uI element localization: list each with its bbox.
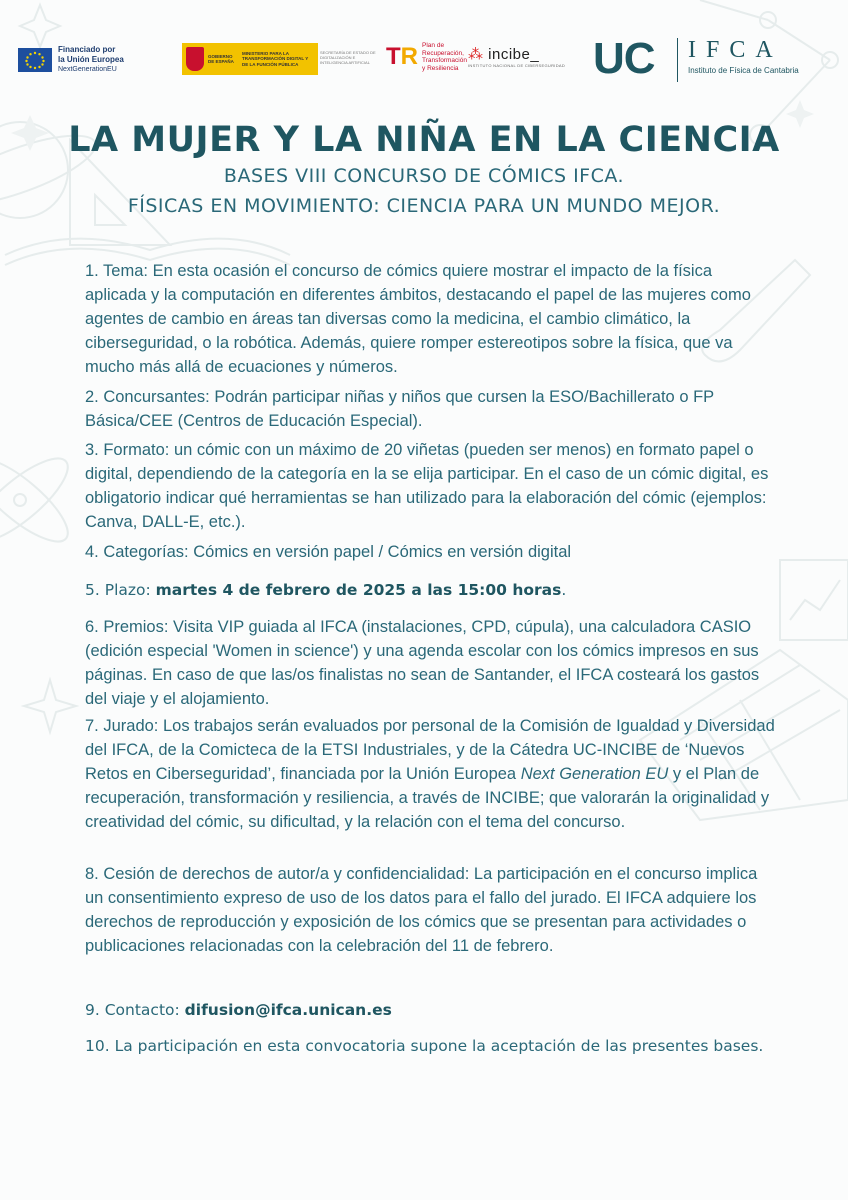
jurado-text-2: y el Plan de recuperación, transformación y resiliencia, a través de INCIBE; que valorarán la originalidad y creatividad del cómic, su dificultad, y la relación con el tema del concurso. — [85, 765, 770, 831]
section-concursantes: 2. Concursantes: Podrán participar niñas y niños que cursen la ESO/Bachillerato o FP Básica/CEE (Centros de Educación Especial). — [85, 388, 714, 430]
eu-line2: la Unión Europea — [58, 55, 124, 64]
section-formato: 3. Formato: un cómic con un máximo de 20 viñetas (pueden ser menos) en formato papel o digital, dependiendo de la categoría en la se elija participar. En el caso de un cómic digital, es obligatorio indicar qué herramientas se han utilizado para la elaboración del cómic (ejemplos: Canva, DALL-E, etc.). — [85, 441, 769, 531]
prtr-line4: y Resiliencia — [422, 64, 459, 72]
ifca-logo — [688, 36, 799, 75]
eu-line1: Financiado por — [58, 45, 116, 54]
section-aceptacion: 10. La participación en esta convocatoria supone la aceptación de las presentes bases. — [85, 1037, 764, 1055]
prtr-line1: Plan de — [422, 42, 445, 49]
prtr-logo — [386, 42, 467, 72]
gobierno-label: GOBIERNO DE ESPAÑA — [208, 53, 234, 64]
section-contacto — [85, 998, 775, 1022]
prtr-line2: Recuperación, — [422, 49, 464, 57]
section-categorias: 4. Categorías: Cómics en versión papel / Cómics en versión digital — [85, 543, 572, 561]
incibe-subtitle: INSTITUTO NACIONAL DE CIBERSEGURIDAD — [468, 63, 566, 68]
plazo-prefix: 5. Plazo: — [85, 581, 156, 599]
contacto-email[interactable]: difusion@ifca.unican.es — [184, 1001, 392, 1019]
eu-line3: NextGenerationEU — [58, 66, 117, 73]
logo-bar — [0, 30, 848, 90]
uc-logo: UC — [593, 34, 655, 83]
plazo-date: martes 4 de febrero de 2025 a las 15:00 horas — [155, 581, 562, 599]
incibe-suffix: _ — [530, 46, 540, 63]
eu-flag-icon — [18, 48, 52, 72]
section-cesion: 8. Cesión de derechos de autor/a y confidencialidad: La participación en el concurso implica un consentimiento expreso de uso de los datos para el fallo del jurado. El IFCA adquiere los derechos de reproducción y exposición de los cómics que se presentan para actividades o publicaciones relacionadas con la celebración del 11 de febrero. — [85, 865, 758, 955]
eu-funding-logo — [18, 45, 124, 75]
ifca-name: IFCA — [688, 37, 783, 63]
incibe-logo — [468, 45, 565, 68]
gobierno-espana-logo — [182, 43, 318, 75]
incibe-mark-icon: ⁂ — [468, 46, 484, 63]
contacto-prefix: 9. Contacto: — [85, 1001, 185, 1019]
section-plazo — [85, 578, 775, 602]
page-title: LA MUJER Y LA NIÑA EN LA CIENCIA — [68, 120, 780, 160]
page-subtitle-2: FÍSICAS EN MOVIMIENTO: CIENCIA PARA UN MUNDO MEJOR. — [127, 195, 721, 217]
spain-coat-of-arms-icon — [186, 47, 204, 71]
jurado-text-1: 7. Jurado: Los trabajos serán evaluados por personal de la Comisión de Igualdad y Diversidad del IFCA, de la Comicteca de la ETSI Industriales, y de la Cátedra UC-INCIBE de ‘Nuevos Retos en Ciberseguridad’, financiada por la Unión Europea — [85, 717, 775, 783]
logo-divider — [677, 38, 678, 82]
secretaria-label: SECRETARÍA DE ESTADO DE DIGITALIZACIÓN E INTELIGENCIA ARTIFICIAL — [320, 50, 376, 65]
prtr-line3: Transformación — [422, 57, 467, 64]
section-jurado — [85, 714, 775, 834]
ministerio-label: MINISTERIO PARA LA TRANSFORMACIÓN DIGITAL Y DE LA FUNCIÓN PÚBLICA — [242, 50, 309, 67]
page-subtitle-1: BASES VIII CONCURSO DE CÓMICS IFCA. — [223, 165, 625, 187]
jurado-italic: Next Generation EU — [520, 765, 669, 783]
section-premios: 6. Premios: Visita VIP guiada al IFCA (instalaciones, CPD, cúpula), una calculadora CASIO (edición especial 'Women in science') y una agenda escolar con los cómics impresos en sus páginas. En caso de que las/os finalistas no sean de Santander, el IFCA costeará los gastos del viaje y el alojamiento. — [85, 618, 760, 708]
incibe-name: incibe — [488, 46, 531, 63]
section-tema: 1. Tema: En esta ocasión el concurso de cómics quiere mostrar el impacto de la física aplicada y la computación en diferentes ámbitos, destacando el papel de las mujeres como agentes de cambio en áreas tan diversas como la medicina, el cambio climático, la ciberseguridad, o la robótica. Además, quiere romper estereotipos sobre la física, que va mucho más allá de ecuaciones y números. — [85, 262, 751, 376]
prtr-mark-icon: TR — [386, 43, 419, 70]
ifca-subtitle: Instituto de Física de Cantabria — [688, 66, 799, 75]
plazo-suffix: . — [561, 581, 567, 599]
